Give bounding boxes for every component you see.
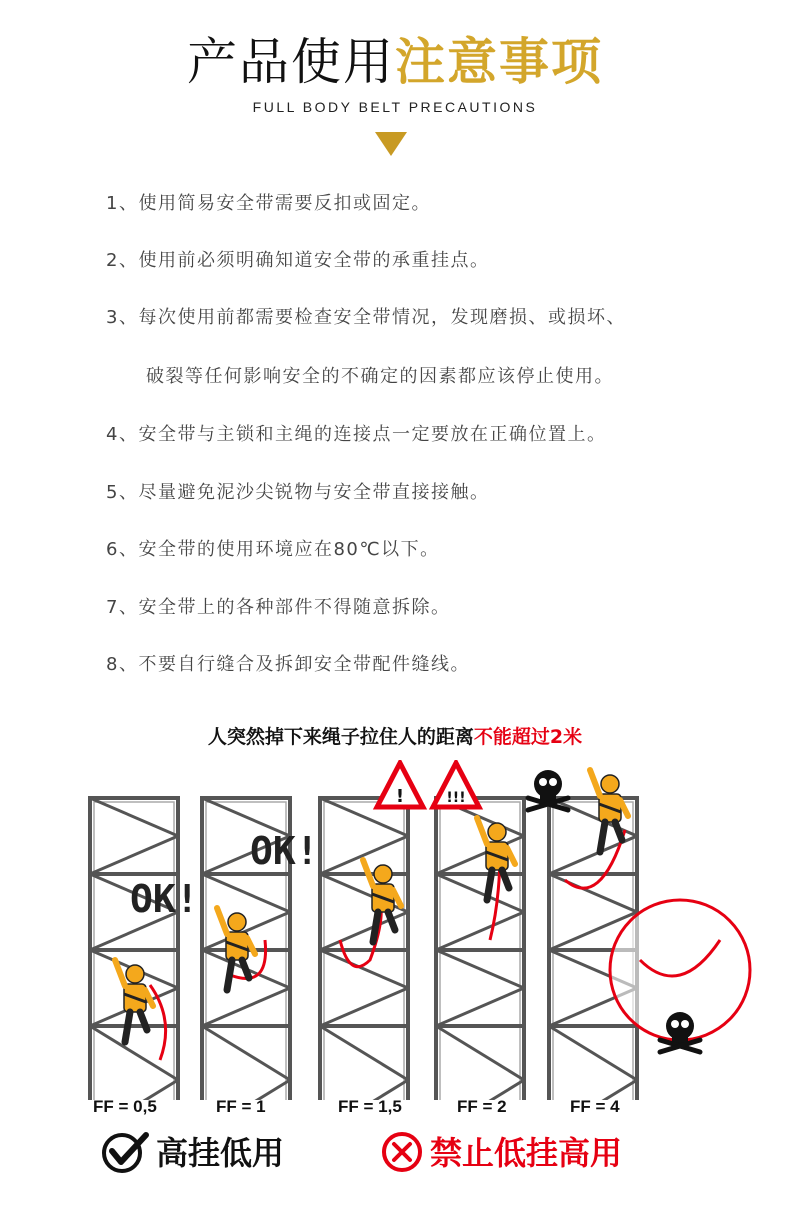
- precaution-item-1: 1、使用简易安全带需要反扣或固定。: [106, 193, 431, 214]
- precaution-item-3-cont: 破裂等任何影响安全的不确定的因素都应该停止使用。: [146, 366, 614, 387]
- prohibit-icon: [380, 1130, 424, 1174]
- precaution-item-4: 4、安全带与主锁和主绳的连接点一定要放在正确位置上。: [106, 424, 607, 445]
- precaution-item-7: 7、安全带上的各种部件不得随意拆除。: [106, 597, 451, 618]
- headline-red-part: 不能超过2米: [473, 726, 583, 748]
- ff-label-4: FF = 2: [457, 1097, 507, 1116]
- ff-label-2: FF = 1: [216, 1097, 266, 1116]
- worker-5: [590, 770, 628, 852]
- precaution-item-6: 6、安全带的使用环境应在80℃以下。: [106, 539, 440, 560]
- check-icon: [100, 1129, 150, 1175]
- precaution-item-8: 8、不要自行缝合及拆卸安全带配件缝线。: [106, 654, 470, 675]
- precaution-item-5: 5、尽量避免泥沙尖锐物与安全带直接接触。: [106, 482, 490, 503]
- page-title: [0, 30, 790, 94]
- tower-1: [90, 798, 178, 1100]
- ff-label-5: FF = 4: [570, 1097, 620, 1116]
- rope-1: [150, 985, 166, 1060]
- fall-factor-illustration: [0, 760, 790, 1100]
- diagram-headline: [0, 722, 790, 749]
- worker-1: [115, 960, 153, 1042]
- rope-5: [565, 830, 625, 888]
- precaution-item-2: 2、使用前必须明确知道安全带的承重挂点。: [106, 250, 490, 271]
- precaution-item-3: 3、每次使用前都需要检查安全带情况，发现磨损、或损坏、: [106, 307, 626, 328]
- page-subtitle: FULL BODY BELT PRECAUTIONS: [252, 99, 538, 115]
- warning-icon-2-text: !!!: [446, 790, 466, 806]
- title-gold-part: 注意事项: [395, 33, 603, 91]
- good-practice-label: 高挂低用: [156, 1134, 285, 1172]
- bad-practice-label: 禁止低挂高用: [430, 1134, 623, 1172]
- ff-label-1: FF = 0,5: [93, 1097, 157, 1116]
- title-dark-part: 产品使用: [187, 33, 395, 91]
- ok-sign-1: OK!: [130, 877, 199, 921]
- ok-sign-2: OK!: [250, 829, 319, 873]
- ff-label-3: FF = 1,5: [338, 1097, 402, 1116]
- tower-3: [320, 798, 408, 1100]
- headline-black-part: 人突然掉下来绳子拉住人的距离: [207, 726, 474, 748]
- down-triangle-icon: [375, 132, 407, 156]
- warning-icon-1-text: !: [395, 786, 405, 807]
- tower-4: [436, 798, 524, 1100]
